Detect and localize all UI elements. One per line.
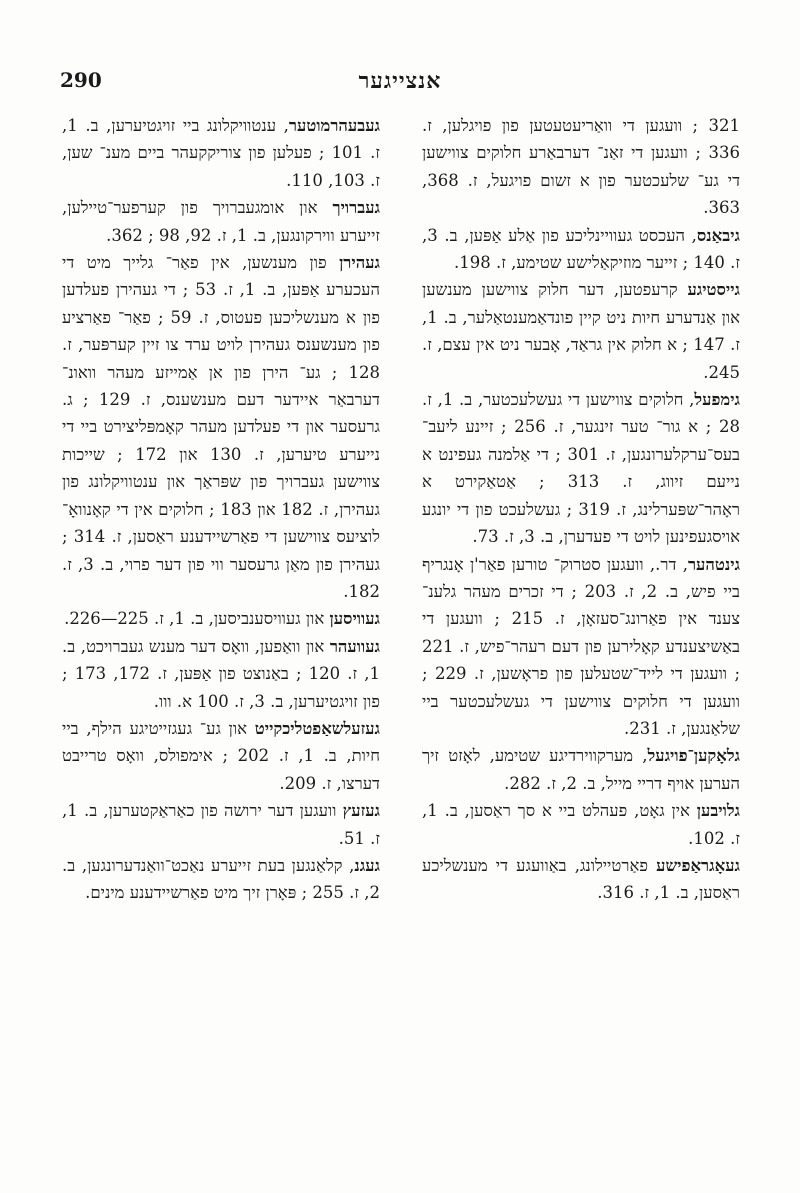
entry-text: פון מענשען, אין פאַר־ גלייך מיט די העכערע אַפּען, ב. 1, ז. 53 ; די געהירן פעלדען פון א מענשליכען פעטוס, ז. 59 ; פאַר־ פאַרציע פון מענשענס געהירן לויט ערד צו זיין קערפּער, ז. 128 ; גע־ הירן פון אן אַמייזע מעהר וואונ־ דערבאַר איידער דעם מענשענס, ז. 129 ; ג. גרעסער און די פעלדען מעהר קאָמפּליצירט ביי די נייערע טיערען, ז. 130 און 172 ; שייכות צווישען געברויך פון שפּראַך און ענטוויקלונג פון געהירן, ז. 182 און 183 ; חלוקים אין די קאָנוואָ־ לוציעס צווישען די פאַרשיידענע ראַסען, ז. 314 ; געהירן פון מאַן גרעסער ווי פון דער פרוי, ב. 3, ז. 182. <box>62 253 380 601</box>
entry-text: , ענטוויקלונג ביי זויגטיערען, ב. 1, ז. 101 ; פעלען פון צוריקקעהר ביים מענ־ שען, ז. 103, 110. <box>62 116 380 190</box>
index-entry <box>62 633 380 715</box>
entry-headword: גימפעל <box>694 390 740 410</box>
entry-headword: געאָגראַפישע <box>656 855 740 875</box>
entry-headword: געברויך <box>332 198 380 218</box>
index-entry <box>62 194 380 249</box>
entry-text: און גע־ געגזייטיגע הילף, ביי חיות, ב. 1, ז. 202 ; אימפולס, וואָס טרייבט דערצו, ז. 209. <box>62 718 380 793</box>
entry-headword: געבעהרמוטער <box>288 116 380 135</box>
index-entry <box>422 222 740 277</box>
entry-headword: געהירן <box>339 253 380 273</box>
index-entry <box>62 112 380 194</box>
index-entry <box>422 386 740 550</box>
index-entry <box>422 112 740 222</box>
entry-text: , קלאַנגען בעת זייערע נאַכט־וואַנדערונגען, ב. 2, ז. 255 ; פּאָרן זיך מיט פאַרשיידענע מינים. <box>62 855 380 903</box>
entry-headword: געזעץ <box>342 801 380 821</box>
index-entry <box>62 797 380 852</box>
index-entry <box>62 605 380 632</box>
entry-text: , העכסט געוויינליכע פון אַלע אַפּען, ב. 3, ז. 140 ; זייער מוזיקאַלישע שטימע, ז. 198. <box>422 225 740 273</box>
index-entry <box>62 715 380 797</box>
entry-headword: גלאָקען־פויגעל <box>647 746 740 766</box>
index-entry <box>422 276 740 386</box>
entry-headword: געוויסען <box>329 609 380 629</box>
entry-text: און אומגעברויך פון קערפער־טיילען, זייערע ווירקונגען, ב. 1, ז. 92, 98 ; 362. <box>62 198 380 245</box>
entry-text: פאַרטיילונג, באַוועגע די מענשליכע ראַסען, ב. 1, ז. 316. <box>422 855 740 903</box>
page-number: 290 <box>60 68 102 92</box>
index-entry <box>422 551 740 743</box>
entry-headword: גייסטיגע <box>687 280 740 300</box>
index-entry <box>422 797 740 852</box>
entry-text: וועגען דער ירושה פון כאַראַקטערען, ב. 1, ז. 51. <box>62 801 380 848</box>
entry-text: און וואַפען, וואָס דער מענש געברויכט, ב. 1, ז. 120 ; באַנוצט פון אַפּען, ז. 172, 173 ; פון זויגטיערען, ב. 3, ז. 100 א. ווו. <box>62 636 380 711</box>
entry-text: קרעפטען, דער חלוק צווישען מענשען און אַנדערע חיות ניט קיין פונדאַמענטאַלער, ב. 1, ז. 147 ; א חלוק אין גראַד, אָבער ניט אין עצם, ז. 245. <box>422 280 740 382</box>
index-entry <box>422 852 740 907</box>
entry-headword: געזעלשאַפטליכקייט <box>254 718 380 738</box>
entry-headword: גיבאַנס <box>696 225 740 245</box>
entry-text: אין גאָט, פעהלט ביי א סך ראַסען, ב. 1, ז. 102. <box>422 801 740 848</box>
index-entry <box>62 249 380 605</box>
entry-headword: געוועהר <box>329 636 380 656</box>
running-head: אנצייגער <box>358 68 442 94</box>
index-entry <box>62 852 380 907</box>
entry-headword: גלויבען <box>696 801 740 821</box>
index-entry <box>422 742 740 797</box>
index-column-right <box>422 112 740 907</box>
entry-text: 321 ; וועגען די וואַריעטעטען פון פויגלען, ז. 336 ; וועגען די זאַנ־ דערבאַרע חלוקים צווישען די גע־ שלעכטער פון א זשום פויגעל, ז. 368, 363. <box>422 116 740 218</box>
page-header <box>60 68 740 102</box>
entry-text: , מערקווירדיגע שטימע, לאָזט זיך הערען אויף דריי מייל, ב. 2, ז. 282. <box>422 746 740 793</box>
entry-text: און געוויסענביסען, ב. 1, ז. 225—226. <box>64 609 330 629</box>
entry-text: , חלוקים צווישען די געשלעכטער, ב. 1, ז. 28 ; א גור־ טער זינגער, ז. 256 ; זיינע ליעב־ בעס־ערקלערונגען, ז. 301 ; די אַלמנה געפינט א נייעם זיווג, ז. 313 ; אַטאַקירט א ראָהר־שפּערלינג, ז. 319 ; געשלעכט פון די יונגע אויסגעפינען לויט די פעדערן, ב. 3, ז. 73. <box>422 390 740 547</box>
index-column-left <box>62 112 380 907</box>
entry-text: , דר., וועגען סטרוק־ טורען פאַר'ן אָנגריף ביי פיש, ב. 2, ז. 203 ; די זכרים מעהר גלענ־ צענד אין פאַרונג־סעזאָן, ז. 215 ; וועגען די באַשיצענדע קאָלירען פון דעם רעהר־פיש, ז. 221 ; וועגען די לייד־שטעלען פון פראָשען, ז. 229 ; וועגען די חלוקים צווישען די געשלעכטער ביי שלאַנגען, ז. 231. <box>422 554 741 738</box>
entry-headword: געגנ <box>354 855 380 875</box>
entry-headword: גינטהער <box>687 554 740 574</box>
